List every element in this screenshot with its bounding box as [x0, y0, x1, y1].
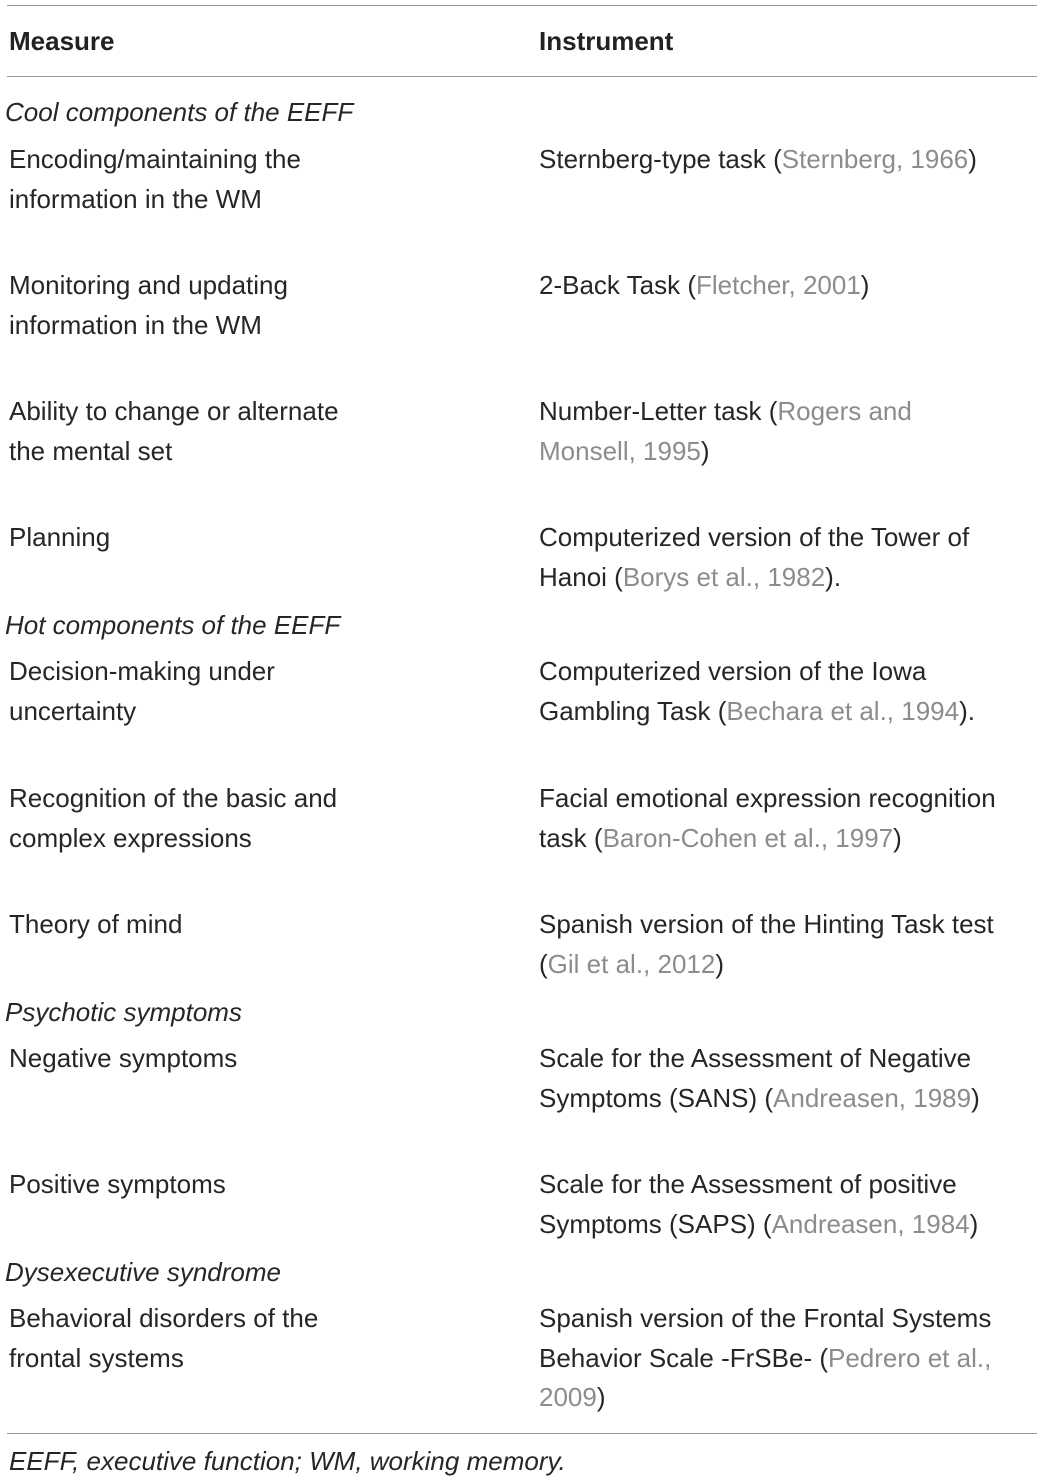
instrument-line [539, 1079, 980, 1119]
citation-link[interactable]: Gil et al., 2012 [547, 948, 716, 979]
measure-line: complex expressions [9, 822, 252, 853]
measure-line: information in the WM [9, 309, 262, 340]
citation-link[interactable]: Andreasen, 1989 [773, 1082, 972, 1113]
instrument-text: ) [596, 1382, 606, 1412]
instrument-line [539, 945, 994, 985]
measure-line: Monitoring and updating [9, 270, 288, 300]
instrument-text: ) [893, 822, 902, 853]
instrument-text: ) [860, 270, 870, 300]
measure-cell [9, 905, 182, 945]
section-title-cool: Cool components of the EEFF [5, 97, 354, 127]
instrument-line [539, 905, 994, 945]
instrument-line [539, 1205, 978, 1245]
instrument-cell [539, 905, 994, 984]
measure-line: information in the WM [9, 183, 262, 214]
measure-cell [9, 392, 339, 471]
measure-line: uncertainty [9, 695, 137, 726]
measure-line: Ability to change or alternate [9, 396, 339, 426]
instrument-cell [539, 652, 975, 731]
measure-line: Planning [9, 522, 111, 552]
instrument-text: Hanoi ( [539, 561, 623, 592]
instrument-text: ( [539, 948, 548, 979]
measure-line: Positive symptoms [9, 1169, 226, 1199]
measure-line: Recognition of the basic and [9, 783, 338, 813]
measure-line: Encoding/maintaining the [9, 144, 301, 174]
instrument-text: Spanish version of the Hinting Task test [539, 909, 994, 939]
measure-cell [9, 518, 110, 558]
header-measure: Measure [9, 26, 115, 56]
measure-cell [9, 652, 275, 731]
instrument-text: Gambling Task ( [539, 695, 727, 726]
instrument-text: Computerized version of the Tower of [539, 522, 970, 552]
instrument-text: task ( [539, 822, 603, 853]
instrument-text: Number-Letter task ( [539, 396, 778, 426]
instrument-cell [539, 1039, 980, 1118]
instrument-cell [539, 1165, 978, 1244]
instrument-cell [539, 392, 912, 471]
measure-line: frontal systems [9, 1342, 184, 1373]
citation-link[interactable]: Monsell, 1995 [539, 435, 701, 466]
citation-link[interactable]: Borys et al., 1982 [622, 561, 826, 592]
bottom-rule [7, 1433, 1037, 1434]
measure-cell [9, 1165, 226, 1205]
instrument-cell [539, 779, 996, 858]
instrument-cell [539, 266, 869, 306]
measure-cell [9, 266, 288, 345]
instrument-cell [539, 1299, 991, 1418]
measure-cell [9, 1299, 318, 1378]
instrument-text: Computerized version of the Iowa [539, 656, 927, 686]
measure-cell [9, 779, 337, 858]
instrument-text: Spanish version of the Frontal Systems [539, 1303, 992, 1333]
instrument-line [539, 1165, 978, 1205]
instrument-line [539, 1039, 980, 1079]
instrument-line [539, 1339, 991, 1379]
instrument-line [539, 1299, 991, 1339]
instrument-text: ). [959, 695, 975, 726]
measure-cell [9, 1039, 237, 1079]
citation-link[interactable]: Sternberg, 1966 [781, 144, 969, 174]
instrument-line [539, 1378, 991, 1418]
citation-link[interactable]: Bechara et al., 1994 [726, 695, 960, 726]
section-title-psychotic: Psychotic symptoms [5, 997, 242, 1027]
instrument-cell [539, 140, 977, 180]
header-instrument: Instrument [539, 26, 674, 56]
instrument-text: ) [971, 1082, 980, 1113]
citation-link[interactable]: 2009 [539, 1382, 597, 1412]
instrument-text: Scale for the Assessment of positive [539, 1169, 957, 1199]
citation-link[interactable]: Fletcher, 2001 [696, 270, 861, 300]
instrument-text: Symptoms (SAPS) ( [539, 1208, 772, 1239]
citation-link[interactable]: Andreasen, 1984 [771, 1208, 970, 1239]
instrument-text: 2-Back Task ( [539, 270, 697, 300]
instrument-cell [539, 518, 969, 597]
instrument-line [539, 692, 975, 732]
instrument-text: Facial emotional expression recognition [539, 783, 996, 813]
top-rule [7, 5, 1037, 6]
instrument-text: ). [825, 561, 842, 592]
section-title-dysexecutive: Dysexecutive syndrome [5, 1257, 281, 1287]
instrument-text: Symptoms (SANS) ( [539, 1082, 774, 1113]
citation-link[interactable]: Rogers and [777, 396, 912, 426]
measure-line: Behavioral disorders of the [9, 1303, 319, 1333]
instrument-text: ) [700, 435, 710, 466]
instrument-line [539, 518, 969, 558]
instrument-line [539, 558, 969, 598]
measure-line: the mental set [9, 435, 173, 466]
header-rule [7, 76, 1037, 77]
instrument-line [539, 140, 977, 180]
instrument-line [539, 652, 975, 692]
instrument-line [539, 392, 912, 432]
section-title-hot: Hot components of the EEFF [5, 610, 341, 640]
measure-line: Negative symptoms [9, 1043, 238, 1073]
instrument-line [539, 432, 912, 472]
citation-link[interactable]: Pedrero et al., [827, 1342, 992, 1373]
table-footnote: EEFF, executive function; WM, working memory. [9, 1446, 566, 1476]
instrument-text: ) [968, 144, 977, 174]
measure-line: Theory of mind [9, 909, 183, 939]
instrument-text: Sternberg-type task ( [539, 144, 782, 174]
instrument-line [539, 819, 996, 859]
instrument-text: Scale for the Assessment of Negative [539, 1043, 972, 1073]
citation-link[interactable]: Baron-Cohen et al., 1997 [602, 822, 894, 853]
measure-line: Decision-making under [9, 656, 275, 686]
instrument-text: ) [715, 948, 724, 979]
instrument-line [539, 266, 869, 306]
instrument-text: ) [969, 1208, 979, 1239]
instrument-text: Behavior Scale -FrSBe- ( [539, 1342, 828, 1373]
instrument-line [539, 779, 996, 819]
measure-cell [9, 140, 301, 219]
